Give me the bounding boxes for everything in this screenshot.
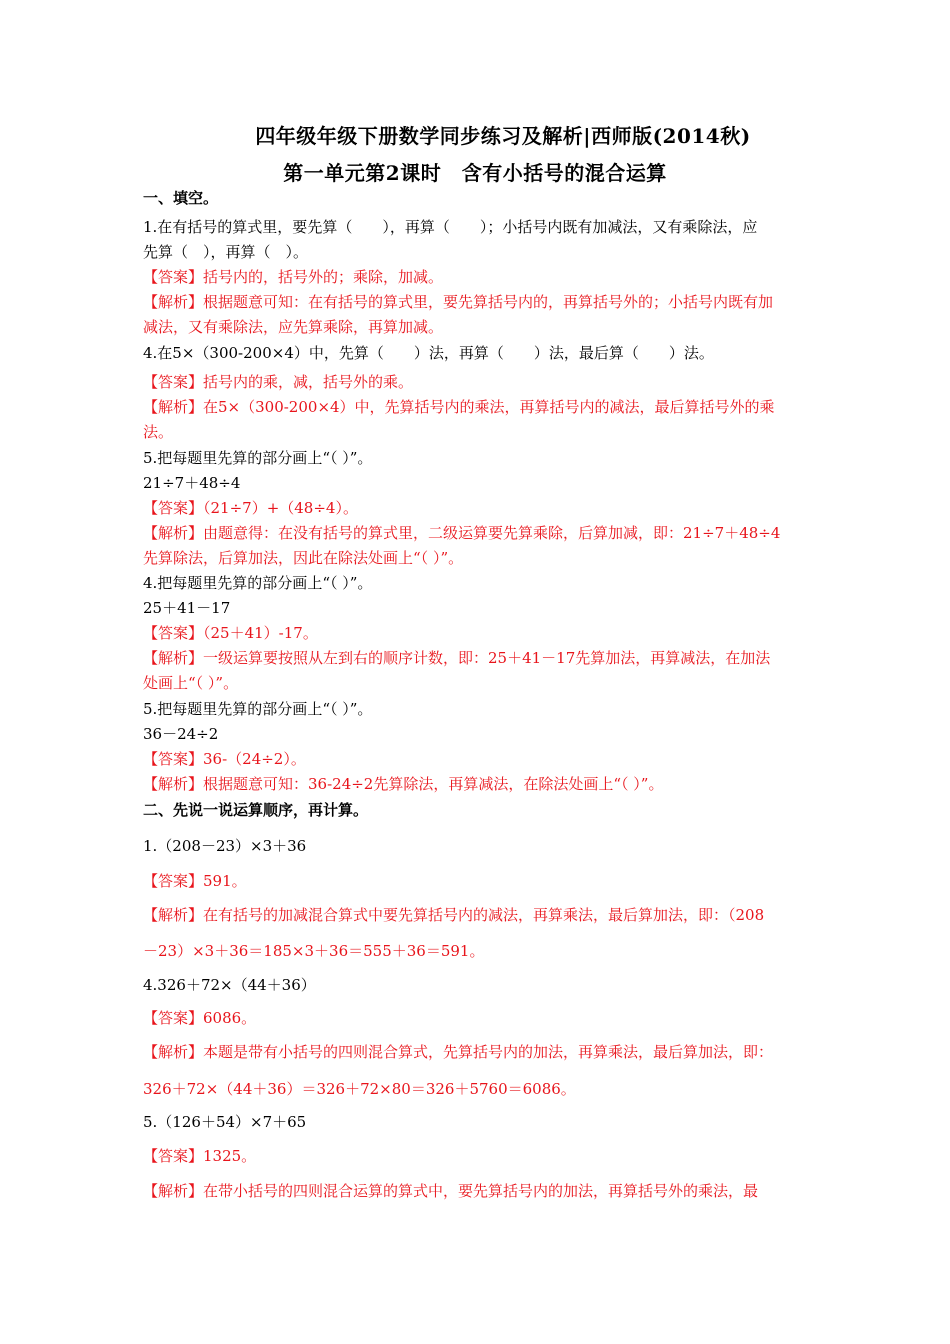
explanation-2-line-1: 【解析】在5×（300-200×4）中，先算括号内的乘法，再算括号内的减法，最后算括号外的乘 [143,398,775,416]
explanation-3-line-1: 【解析】由题意得：在没有括号的算式里，二级运算要先算乘除，后算加减，即：21÷7＋48÷4 [143,524,781,542]
question-3-expression: 21÷7＋48÷4 [143,474,241,492]
explanation-5: 【解析】根据题意可知：36-24÷2先算除法，再算减法，在除法处画上“（ ）”。 [143,775,664,793]
question-2: 4.在5×（300-200×4）中，先算（ ）法，再算（ ）法，最后算（ ）法。 [143,344,714,362]
problem-2: 4.326＋72×（44＋36） [143,976,316,994]
explanation-1-line-1: 【解析】根据题意可知：在有括号的算式里，要先算括号内的，再算括号外的；小括号内既有加 [143,293,774,311]
problem-2-answer: 【答案】6086。 [143,1009,257,1027]
problem-1-answer: 【答案】591。 [143,872,247,890]
explanation-1-line-2: 减法，又有乘除法，应先算乘除，再算加减。 [143,318,444,336]
question-3: 5.把每题里先算的部分画上“（ ）”。 [143,449,373,467]
question-5: 5.把每题里先算的部分画上“（ ）”。 [143,700,373,718]
explanation-4-line-1: 【解析】一级运算要按照从左到右的顺序计数，即：25＋41－17先算加法，再算减法，在加法 [143,649,771,667]
section-heading-calculate: 二、先说一说运算顺序，再计算。 [143,801,369,819]
question-1-line-1: 1.在有括号的算式里，要先算（ ），再算（ ）；小括号内既有加减法，又有乘除法，应 [143,218,758,236]
document-title: 四年级年级下册数学同步练习及解析|西师版(2014秋) [255,124,751,148]
answer-3: 【答案】（21÷7）+（48÷4）。 [143,499,358,517]
explanation-2-line-2: 法。 [143,423,174,441]
lesson-title: 第一单元第2课时 含有小括号的混合运算 [283,161,667,185]
problem-1-explanation-line-2: －23）×3＋36＝185×3＋36＝555＋36＝591。 [143,942,485,960]
problem-3-explanation-line-1: 【解析】在带小括号的四则混合运算的算式中，要先算括号内的加法，再算括号外的乘法，最 [143,1182,759,1200]
answer-5: 【答案】36-（24÷2）。 [143,750,306,768]
answer-1: 【答案】括号内的，括号外的；乘除，加减。 [143,268,444,286]
answer-4: 【答案】（25＋41）-17。 [143,624,318,642]
problem-3: 5.（126＋54）×7＋65 [143,1113,307,1131]
answer-2: 【答案】括号内的乘，减，括号外的乘。 [143,373,414,391]
question-4-expression: 25＋41－17 [143,599,231,617]
question-4: 4.把每题里先算的部分画上“（ ）”。 [143,574,373,592]
explanation-4-line-2: 处画上“（ ）”。 [143,674,239,692]
problem-1-explanation-line-1: 【解析】在有括号的加减混合算式中要先算括号内的减法，再算乘法，最后算加法，即：（208 [143,906,765,924]
problem-2-explanation-line-2: 326＋72×（44＋36）＝326＋72×80＝326＋5760＝6086。 [143,1080,576,1098]
problem-2-explanation-line-1: 【解析】本题是带有小括号的四则混合算式，先算括号内的加法，再算乘法，最后算加法，即： [143,1043,774,1061]
question-5-expression: 36－24÷2 [143,725,219,743]
problem-1: 1.（208－23）×3＋36 [143,837,307,855]
problem-3-answer: 【答案】1325。 [143,1147,257,1165]
question-1-line-2: 先算（ ），再算（ ）。 [143,243,309,261]
explanation-3-line-2: 先算除法，后算加法，因此在除法处画上“（ ）”。 [143,549,464,567]
section-heading-fill-blank: 一、填空。 [143,189,219,207]
